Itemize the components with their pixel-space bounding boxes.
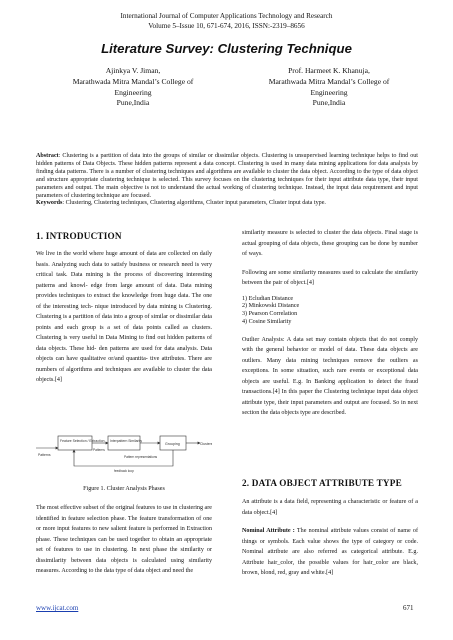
keywords-label: Keywords: [36, 200, 63, 207]
attribute-definition: An attribute is a data field, representing a characteristic or feature of a data object.[4]: [242, 499, 418, 516]
cluster-analysis-figure: [36, 420, 212, 480]
figure-caption: Figure 1. Cluster Analysis Phases: [83, 486, 165, 492]
author-affiliation: Marathwada Mitra Mandal’s College of: [72, 76, 194, 86]
list-item: 1) Ecludian Distance: [242, 295, 294, 302]
journal-website-link[interactable]: www.ijcat.com: [36, 604, 79, 612]
similarity-intro: similarity measure is selected to cluster the data objects. Final stage is actual grouping of data objects, these grouping can be done by number of ways.: [242, 230, 418, 257]
section-1-paragraph-2: [36, 503, 212, 577]
feature-selection-label: Feature Selection / Extraction: [60, 439, 105, 443]
feedback-loop-label: feedback loop: [114, 469, 134, 473]
author-affiliation: Engineering: [114, 87, 152, 97]
section-2-body: [242, 497, 418, 579]
patterns-label: Patterns: [93, 448, 105, 452]
author-city: Pune,India: [116, 98, 150, 108]
section-1-paragraph-1: [36, 249, 212, 386]
author-city: Pune,India: [312, 98, 346, 108]
list-item: 3) Pearson Correlation: [242, 311, 298, 318]
nominal-text: The nominal attribute values consist of name of things or symbols. Each value shows the type of category or code. Nominal attribute are also referred as categorical attribute. E.g. Attribute hair_color, the possible values for hair_color are black, brown, blond, red, gray and white.[4]: [242, 528, 418, 576]
cluster-phases-diagram: [36, 420, 212, 480]
author-name: Ajinkya V. Jiman,: [105, 66, 161, 75]
nominal-attribute: [242, 526, 418, 579]
journal-name: International Journal of Computer Applications Technology and Research: [120, 12, 333, 20]
journal-volume: Volume 5–Issue 10, 671-674, 2016, ISSN:-2319–8656: [148, 21, 305, 30]
abstract-text: : Clustering is a partition of data into the groups of similar or dissimilar objects. Clustering is unsupervised learning technique helps to find out hidden patterns of Data Objects. These hidden patterns represent a data concept. Clustering is used in many data mining applications for data analysis by finding data patterns. There is a number of clustering techniques and algorithms are available to cluster the data object. According to the type of data object and structure appropriate clustering technique is selected. This survey focuses on the clustering techniques for their input attribute data type, their input parameters and output. The main objective is not to understand the actual working of clustering technique. Instead, the input data requirement and input parameters of clustering technique are focused.: [36, 153, 418, 199]
author-2: [244, 66, 414, 109]
intro-text-2: The most effective subset of the original features to use in clustering are identified in feature selection phase. The feature transformation of one or more input features to new salient feature is performed in Extraction phase. These techniques can be used together to obtain an appropriate set of features to use in clustering. In next phase the similarity or dissimilarity between data objects is calculated using similarity measures. According to the data type of data object and need the: [36, 505, 212, 574]
author-name: Prof. Harmeet K. Khanuja,: [288, 66, 370, 75]
section-2-heading: 2. DATA OBJECT ATTRIBUTE TYPE: [242, 478, 402, 488]
author-1: [48, 66, 218, 109]
similarity-label: Interpattern Similarity: [110, 439, 143, 443]
grouping-label: Grouping: [165, 442, 180, 446]
list-item: 4) Cosine Similarity: [242, 318, 292, 325]
author-affiliation: Engineering: [310, 87, 348, 97]
outlier-analysis: Outlier Analysis: A data set may contain objects that do not comply with the general behavior or model of data. These data objects are outliers. Many data mining techniques remove the outliers as exceptions. In some situation, such rare events or exceptional data objects are useful. E.g. In Banking application to detect the fraud transactions.[4] In this paper the Clustering technique input data object attribute type, their input parameters and output are focused. So in next section the data objects type are described.: [242, 336, 418, 417]
abstract: [36, 153, 418, 208]
keywords-text: : Clustering, Clustering techniques, Clustering algorithms, Cluster input parameters, Cluster input data type.: [62, 200, 326, 207]
intro-text: We live in the world where huge amount of data are collected on daily basis. Analyzing such data to satisfy business or research need is very critical task. Data mining is the process of discovering interesting patterns and knowl- edge from large amount of data. Data mining provides techniques to extract the knowledge from huge data. The one of the interesting tech- nique introduced by data mining is Clustering. Clustering is a partition of data into a group of similar or dissimilar data points and each group is a set of data points called as clusters. Clustering is very useful in Data Mining to find out hidden patterns of data objects. These hid- den patterns are used for data analysis. Data objects can have qualitative or/and quantita- tive attributes. There are numbers of algorithms and techniques are available to cluster the data objects.[4]: [36, 251, 212, 383]
author-affiliation: Marathwada Mitra Mandal’s College of: [268, 76, 390, 86]
column-2: [242, 228, 418, 419]
list-item: 2) Minkowski Distance: [242, 303, 300, 310]
paper-title: Literature Survey: Clustering Technique: [101, 41, 352, 56]
journal-header: [0, 12, 453, 31]
section-1-heading: 1. INTRODUCTION: [36, 231, 122, 241]
clusters-label: Clusters: [200, 442, 212, 446]
representations-label: Pattern representations: [124, 455, 158, 459]
abstract-label: Abstract: [36, 153, 59, 159]
similarity-measures-intro: Following are some similarity measures used to calculate the similarity between the pair of object.[4]: [242, 269, 418, 286]
page-number: 671: [403, 604, 414, 612]
patterns-in-label: Patterns: [38, 453, 51, 457]
similarity-measures-list: [242, 296, 418, 327]
nominal-label: Nominal Attribute :: [242, 528, 295, 534]
